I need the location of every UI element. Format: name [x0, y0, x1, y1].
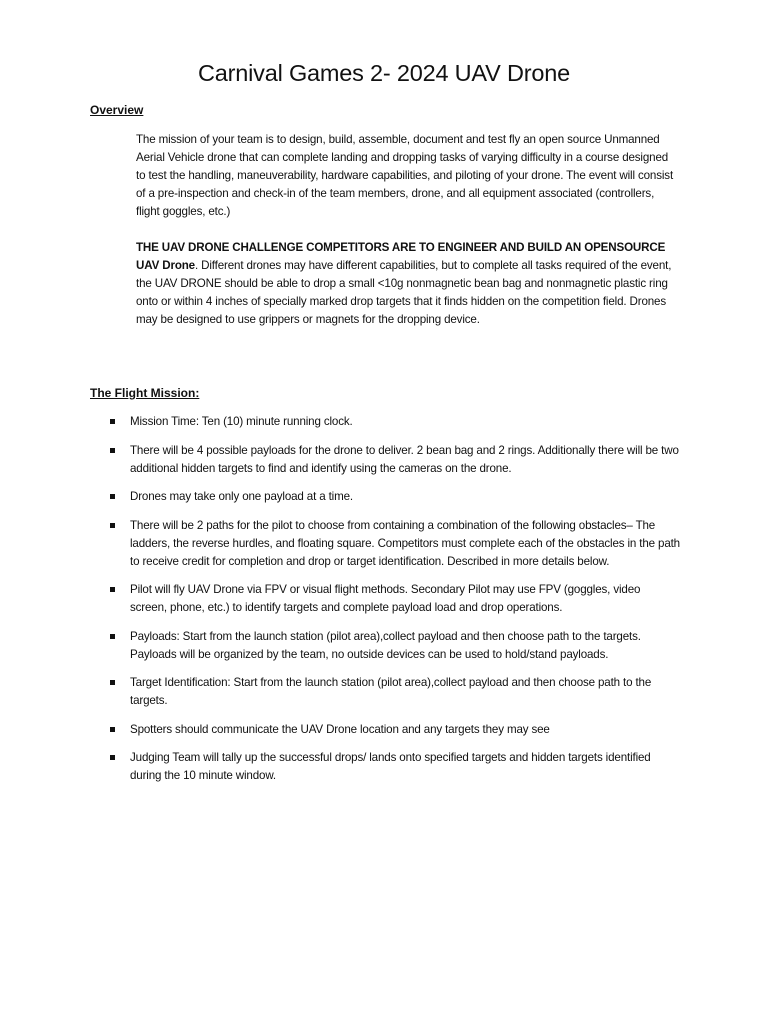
- bullet-icon: [110, 523, 115, 528]
- list-item-text: Judging Team will tally up the successful drops/ lands onto specified targets and hidden targets identified during the 10 minute window.: [130, 751, 651, 782]
- list-item-text: Spotters should communicate the UAV Drone location and any targets they may see: [130, 722, 550, 736]
- list-item: [110, 674, 680, 710]
- bullet-icon: [110, 494, 115, 499]
- flight-mission-list: [110, 413, 680, 796]
- overview-paragraph-2: [136, 239, 676, 329]
- list-item: [110, 749, 680, 785]
- list-item-text: Mission Time: Ten (10) minute running clock.: [130, 415, 353, 428]
- list-item-text: Target Identification: Start from the launch station (pilot area),collect payload and then choose path to the targets.: [130, 676, 652, 707]
- bullet-icon: [110, 587, 115, 592]
- list-item-text: Payloads: Start from the launch station (pilot area),collect payload and then choose path to the targets. Payloads will be organized by the team, no outside devices can be used to hold/stand payloads.: [130, 629, 641, 661]
- bullet-icon: [110, 448, 115, 453]
- list-item: [110, 413, 680, 431]
- overview-heading: Overview: [90, 103, 144, 117]
- list-item-text: There will be 4 possible payloads for the drone to deliver. 2 bean bag and 2 rings. Additionally there will be two additional hidden targets to find and identify using the cameras on the drone.: [130, 443, 679, 475]
- list-item-text: Pilot will fly UAV Drone via FPV or visual flight methods. Secondary Pilot may use FPV (goggles, video screen, phone, etc.) to identify targets and complete payload load and drop operations.: [130, 583, 641, 614]
- flight-mission-heading: The Flight Mission:: [90, 386, 200, 400]
- challenge-details: . Different drones may have different capabilities, but to complete all tasks required of the event, the UAV DRONE should be able to drop a small <10g nonmagnetic bean bag and nonmagnetic plastic ring onto or within 4 inches of specially marked drop targets that it finds hidden on the competition field. Drones may be designed to use grippers or magnets for the dropping device.: [136, 259, 672, 326]
- challenge-statement: THE UAV DRONE CHALLENGE COMPETITORS ARE TO ENGINEER AND BUILD AN OPENSOURCE UAV Drone: [136, 241, 666, 272]
- bullet-icon: [110, 634, 115, 639]
- overview-paragraph-1: The mission of your team is to design, build, assemble, document and test fly an open source Unmanned Aerial Vehicle drone that can complete landing and dropping tasks of varying difficulty in a course designed to test the handling, maneuverability, hardware capabilities, and piloting of your drone. The event will consist of a pre-inspection and check-in of the team members, drone, and all equipment associated (controllers, flight goggles, etc.): [136, 133, 674, 218]
- list-item: [110, 721, 680, 739]
- list-item: [110, 442, 680, 478]
- list-item-text: There will be 2 paths for the pilot to choose from containing a combination of the following obstacles– The ladders, the reverse hurdles, and floating square. Competitors must complete each of the obstacles in the path to receive credit for completion and drop or target identification. Described in more details below.: [130, 518, 680, 568]
- document-title: Carnival Games 2- 2024 UAV Drone: [198, 60, 570, 86]
- bullet-icon: [110, 755, 115, 760]
- bullet-icon: [110, 727, 115, 732]
- bullet-icon: [110, 419, 115, 424]
- list-item: [110, 581, 680, 617]
- bullet-icon: [110, 680, 115, 685]
- list-item-text: Drones may take only one payload at a time.: [130, 490, 353, 503]
- list-item: [110, 517, 680, 571]
- list-item: [110, 628, 680, 664]
- list-item: [110, 488, 680, 506]
